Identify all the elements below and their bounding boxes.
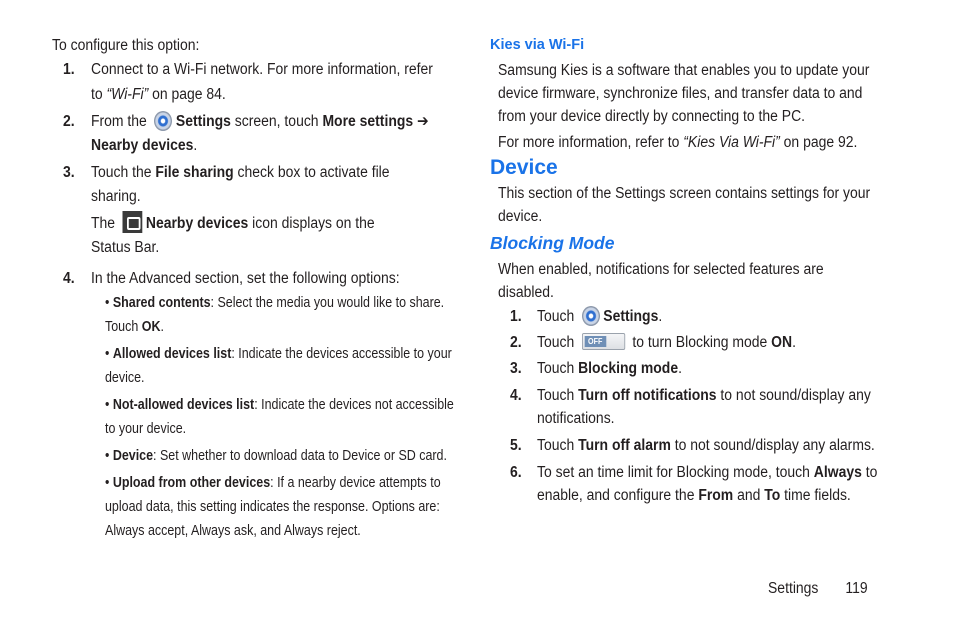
settings-gear-icon: [154, 111, 172, 131]
bullet-allowed-devices: • Allowed devices list: Indicate the devices accessible to your device.: [105, 346, 452, 386]
blocking-step-3: 3. Touch Blocking mode.: [510, 360, 682, 377]
blocking-step-4: 4. Touch Turn off notifications to not sound/display any notifications.: [510, 387, 871, 427]
step-3: 3. Touch the File sharing check box to activate file sharing. The Nearby devices icon displays on the Status Bar.: [63, 164, 390, 256]
bullet-device: • Device: Set whether to download data to Device or SD card.: [105, 448, 447, 464]
left-column: [52, 34, 452, 543]
settings-gear-icon: [582, 306, 600, 326]
blocking-mode-heading: Blocking Mode: [490, 233, 615, 253]
bullet-not-allowed-devices: • Not-allowed devices list: Indicate the devices not accessible to your device.: [105, 397, 454, 437]
page-number: 119: [845, 580, 868, 597]
page-footer: [768, 578, 868, 600]
kies-paragraph: Samsung Kies is a software that enables you to update your device firmware, synchronize files, and transfer data to and from your device directly by connecting to the PC. For more information, refer to “Kies Via Wi-Fi” on page 92.: [498, 62, 870, 151]
footer-section: Settings: [768, 580, 819, 597]
blocking-paragraph: When enabled, notifications for selected features are disabled.: [498, 261, 824, 301]
device-heading: Device: [490, 156, 558, 179]
nearby-devices-icon: [123, 211, 143, 233]
blocking-step-2: 2. Touch OFF to turn Blocking mode ON.: [510, 334, 796, 351]
bullet-upload-from-other: • Upload from other devices: If a nearby device attempts to upload data, this setting indicates the response. Options are: Always accept, Always ask, and Always reject.: [105, 475, 441, 539]
blocking-step-1: 1. Touch Settings.: [510, 308, 663, 325]
blocking-step-5: 5. Touch Turn off alarm to not sound/display any alarms.: [510, 437, 875, 454]
step-1: 1. Connect to a Wi-Fi network. For more information, refer to “Wi-Fi” on page 84.: [63, 61, 433, 103]
kies-wifi-link[interactable]: “Kies Via Wi-Fi”: [683, 134, 780, 151]
step-4: 4. In the Advanced section, set the following options:: [63, 270, 400, 287]
right-column: [490, 34, 900, 507]
device-paragraph: This section of the Settings screen contains settings for your device.: [498, 185, 871, 225]
kies-heading: Kies via Wi-Fi: [490, 37, 585, 53]
wifi-link[interactable]: “Wi-Fi”: [106, 86, 149, 103]
intro-text: To configure this option:: [52, 37, 200, 54]
blocking-step-6: 6. To set an time limit for Blocking mode, touch Always to enable, and configure the From and To time fields.: [510, 464, 878, 504]
step-2: 2. From the Settings screen, touch More settings ➔ Nearby devices.: [63, 113, 429, 154]
blocking-mode-toggle[interactable]: OFF: [582, 333, 625, 350]
bullet-shared-contents: • Shared contents: Select the media you would like to share. Touch OK.: [105, 295, 445, 335]
